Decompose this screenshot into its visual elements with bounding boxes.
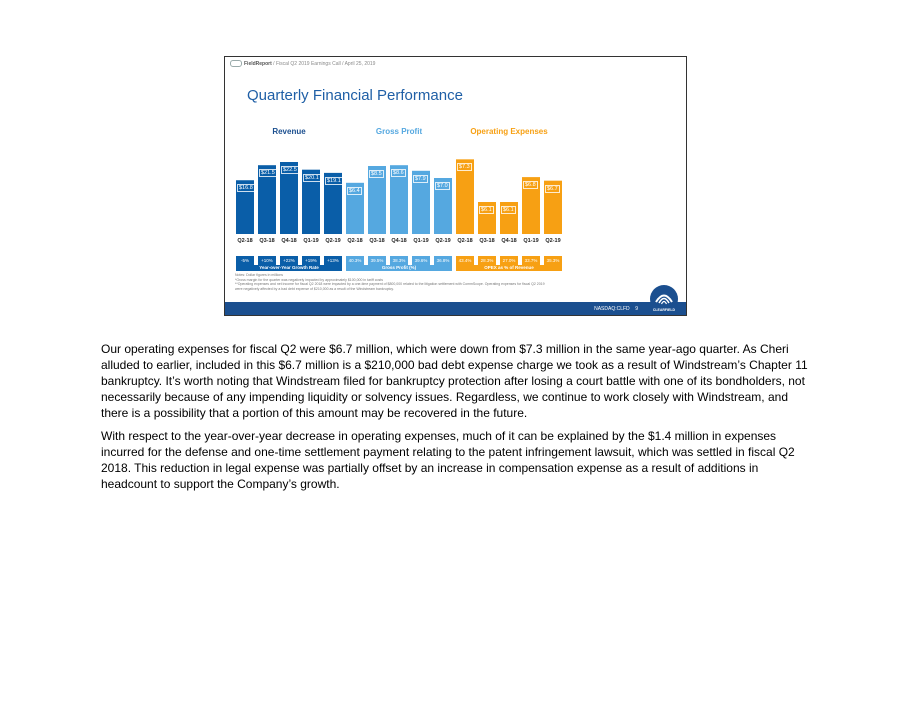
summary-strip-cell: 39.6% — [412, 256, 430, 265]
bar-value-label: $7.3 — [459, 164, 470, 171]
paragraph-operating-expenses — [101, 341, 816, 421]
slide-note: **Operating expenses and net income for fiscal Q2 2018 were impacted by a one-time payment of $800,000 related to the litigation settlement with CommScope. Operating expenses for fiscal Q2 2019 — [235, 282, 545, 286]
paragraph-line: With respect to the year-over-year decrease in operating expenses, much of it can be explained by the $1.4 million in expenses — [101, 429, 777, 443]
summary-strip-cell: +22% — [280, 256, 298, 265]
paragraph-line: necessarily because of any impending liquidity or solvency issues. Regardless, we continue to work closely with Windstream, and — [101, 390, 788, 404]
summary-strip-cell: 40.3% — [346, 256, 364, 265]
summary-strip-cell: 27.0% — [500, 256, 518, 265]
footer-logo-word: CLEARFIELD — [652, 308, 675, 312]
bar-value-label: $20.1 — [305, 174, 319, 181]
bar-value-label: $6.7 — [547, 185, 558, 192]
bar-value-label: $19.1 — [327, 177, 341, 184]
slide-title: Quarterly Financial Performance — [247, 87, 463, 104]
bar-value-label: $22.5 — [283, 167, 297, 173]
slide-note: were negatively affected by a bad debt expense of $210,000 as a result of the Windstream bankruptcy. — [235, 286, 394, 291]
paragraph-line: incurred for the defense and one-time settlement payment relating to the patent infringement lawsuit, which was settled in fiscal Q2 — [101, 445, 795, 459]
slide-footer-text — [594, 306, 638, 312]
bar-value-label: $21.5 — [261, 170, 275, 177]
bar-value-label: $6.1 — [481, 207, 492, 213]
x-tick-label: Q2-18 — [457, 238, 473, 244]
summary-strip-caption: Gross Profit (%) — [381, 265, 417, 270]
x-tick-label: Q4-18 — [501, 238, 517, 244]
paragraph-line: alluded to earlier, included in this $6.7 million is a $210,000 bad debt expense charge we took as a result of Windstream’s Chapter 11 — [101, 358, 808, 372]
x-tick-label: Q3-18 — [369, 238, 385, 244]
bar-value-label: $6.8 — [525, 182, 536, 189]
summary-strip-cell: 33.7% — [522, 256, 540, 265]
paragraph-line: headcount to support the Company’s growth. — [101, 477, 340, 491]
paragraph-yoy-decrease — [101, 428, 816, 492]
bar-value-label: $16.8 — [239, 185, 253, 192]
x-tick-label: Q1-19 — [523, 238, 539, 244]
summary-strip-cell: 36.8% — [434, 256, 452, 265]
x-tick-label: Q4-18 — [391, 238, 407, 244]
paragraph-line: Our operating expenses for fiscal Q2 were $6.7 million, which were down from $7.3 million in the same year-ago quarter. As Cheri — [101, 342, 789, 356]
x-tick-label: Q2-19 — [435, 238, 451, 244]
summary-strip-cell: 35.3% — [544, 256, 562, 265]
bar-value-label: $8.6 — [393, 170, 404, 177]
bar-value-label: $7.0 — [437, 183, 448, 189]
chart-title: Operating Expenses — [470, 127, 548, 136]
summary-strip-cell: -5% — [236, 256, 254, 265]
chart-title: Gross Profit — [375, 127, 423, 136]
bar-value-label: $7.9 — [415, 175, 426, 182]
x-tick-label: Q3-18 — [259, 238, 275, 244]
x-tick-label: Q3-18 — [479, 238, 495, 244]
summary-strip-cell: +19% — [302, 256, 320, 265]
footer-page-number: 9 — [635, 306, 638, 312]
paragraph-line: there is a possibility that a portion of this amount may be recovered in the future. — [101, 406, 528, 420]
x-tick-label: Q2-18 — [237, 238, 253, 244]
slide-image — [224, 56, 687, 316]
slide-notes — [235, 273, 545, 291]
paragraph-line: bankruptcy. It’s worth noting that Windstream filed for bankruptcy protection after losing a court battle with one of its bondholders, not — [101, 374, 805, 388]
x-tick-label: Q2-19 — [325, 238, 341, 244]
bar-value-label: $8.5 — [371, 171, 382, 177]
summary-strip-cell: 43.4% — [456, 256, 474, 265]
x-tick-label: Q1-19 — [303, 238, 319, 244]
slide-header-text: / Fiscal Q2 2019 Earnings Call / April 25, 2019 — [273, 60, 376, 67]
slide-note: *Gross margin for the quarter was negatively impacted by approximately $100,000 in tariff costs — [235, 277, 383, 282]
bar-value-label: $6.1 — [503, 207, 514, 213]
summary-strip-cell: 28.3% — [478, 256, 496, 265]
x-tick-label: Q2-19 — [545, 238, 561, 244]
x-tick-label: Q1-19 — [413, 238, 429, 244]
summary-strip-caption: OPEX as % of Revenue — [484, 265, 534, 270]
summary-strip-cell: +10% — [258, 256, 276, 265]
paragraph-line: 2018. This reduction in legal expense was partially offset by an increase in compensation expense as a result of additions in — [101, 461, 759, 475]
charts-area — [225, 57, 687, 267]
footer-ticker: NASDAQ:CLFD — [594, 306, 630, 312]
slide-header-brand: FieldReport — [244, 60, 272, 67]
summary-strip-cell: 39.5% — [368, 256, 386, 265]
x-tick-label: Q4-18 — [281, 238, 297, 244]
summary-strip-cell: +13% — [324, 256, 342, 265]
summary-strip-caption: Year-over-Year Growth Rate — [259, 265, 319, 270]
slide-note: Notes: Dollar figures in millions — [235, 273, 284, 277]
chart-title: Revenue — [272, 127, 306, 136]
bar-value-label: $6.4 — [349, 187, 360, 194]
summary-strip-cell: 38.3% — [390, 256, 408, 265]
x-tick-label: Q2-18 — [347, 238, 363, 244]
